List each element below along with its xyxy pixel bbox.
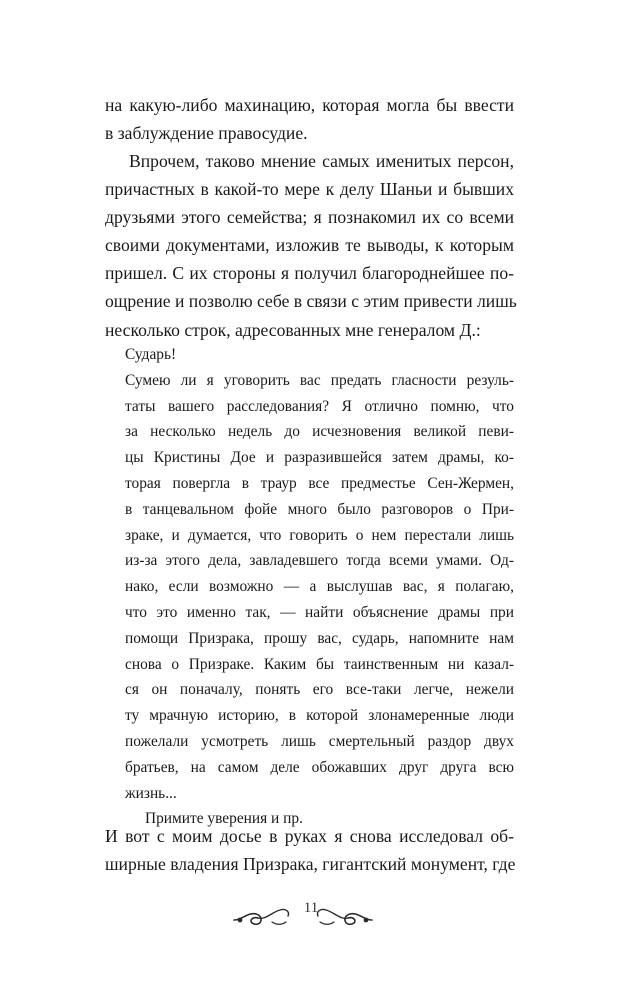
- letter-line: что это именно так, — найти объяснение драмы при: [125, 603, 514, 621]
- paragraph-two: [105, 147, 517, 344]
- letter-line: ся он поначалу, понять его все-таки легче, нежели: [125, 681, 514, 699]
- text-line: И вот с моим досье в руках я снова исследовал об-: [105, 826, 514, 846]
- letter-line: помощи Призрака, прошу вас, сударь, напомните нам: [125, 629, 514, 647]
- letter-salutation: Сударь!: [125, 346, 177, 363]
- ornament-left-icon: [232, 898, 292, 930]
- letter-line: за несколько недель до исчезновения великой певи-: [125, 423, 514, 441]
- letter-closing: Примите уверения и пр.: [145, 810, 303, 828]
- text-line: друзьями этого семейства; я познакомил их со всеми: [105, 207, 514, 228]
- letter-line: зраке, и думается, что говорить о нем перестали лишь: [125, 526, 514, 544]
- text-line: пришел. С их стороны я получил благороднейшее по-: [105, 263, 514, 284]
- text-line: ощрение и позволю себе в связи с этим привести лишь: [105, 291, 517, 312]
- text-line: ширные владения Призрака, гигантский монумент, где: [105, 854, 516, 875]
- page-footer: [0, 898, 619, 938]
- letter-line: в танцевальном фойе много было разговоров о При-: [125, 500, 514, 518]
- letter-line: жизнь...: [125, 784, 177, 802]
- text-line: своими документами, изложив те выводы, к которым: [105, 235, 514, 256]
- letter-line: таты вашего расследования? Я отлично помню, что: [125, 397, 514, 415]
- letter-line: пожелали усмотреть лишь смертельный раздор двух: [125, 732, 514, 750]
- letter-line: нако, если возможно — а выслушав вас, я полагаю,: [125, 578, 514, 596]
- letter-line: братьев, на самом деле обожавших друг друга всю: [125, 758, 514, 776]
- letter-line: Сумею ли я уговорить вас предать гласности резуль-: [125, 371, 514, 389]
- letter-line: снова о Призраке. Каким бы таинственным ни казал-: [125, 655, 514, 673]
- text-line: в заблуждение правосудие.: [105, 123, 308, 144]
- paragraph-continuation: [105, 91, 514, 147]
- letter-line: цы Кристины Дое и разразившейся затем драмы, ко-: [125, 449, 514, 467]
- text-line: несколько строк, адресованных мне генералом Д.:: [105, 319, 481, 340]
- letter-line: торая повергла в траур все предместье Сен-Жермен,: [125, 474, 514, 492]
- letter-line: из-за этого дела, завладевшего тогда всеми умами. Од-: [125, 552, 514, 570]
- ornament-right-icon: [314, 898, 374, 930]
- paragraph-final: [105, 822, 514, 878]
- letter-line: ту мрачную историю, в которой злонамеренные люди: [125, 707, 514, 725]
- text-line: Впрочем, таково мнение самых именитых персон,: [129, 151, 514, 171]
- page-number: 11: [303, 900, 319, 916]
- text-line-wrapper: [129, 147, 514, 175]
- text-line: на какую-либо махинацию, которая могла бы ввести: [105, 95, 514, 115]
- quoted-letter: [125, 342, 514, 832]
- text-line: причастных в какой-то мере к делу Шаньи и бывших: [105, 179, 514, 200]
